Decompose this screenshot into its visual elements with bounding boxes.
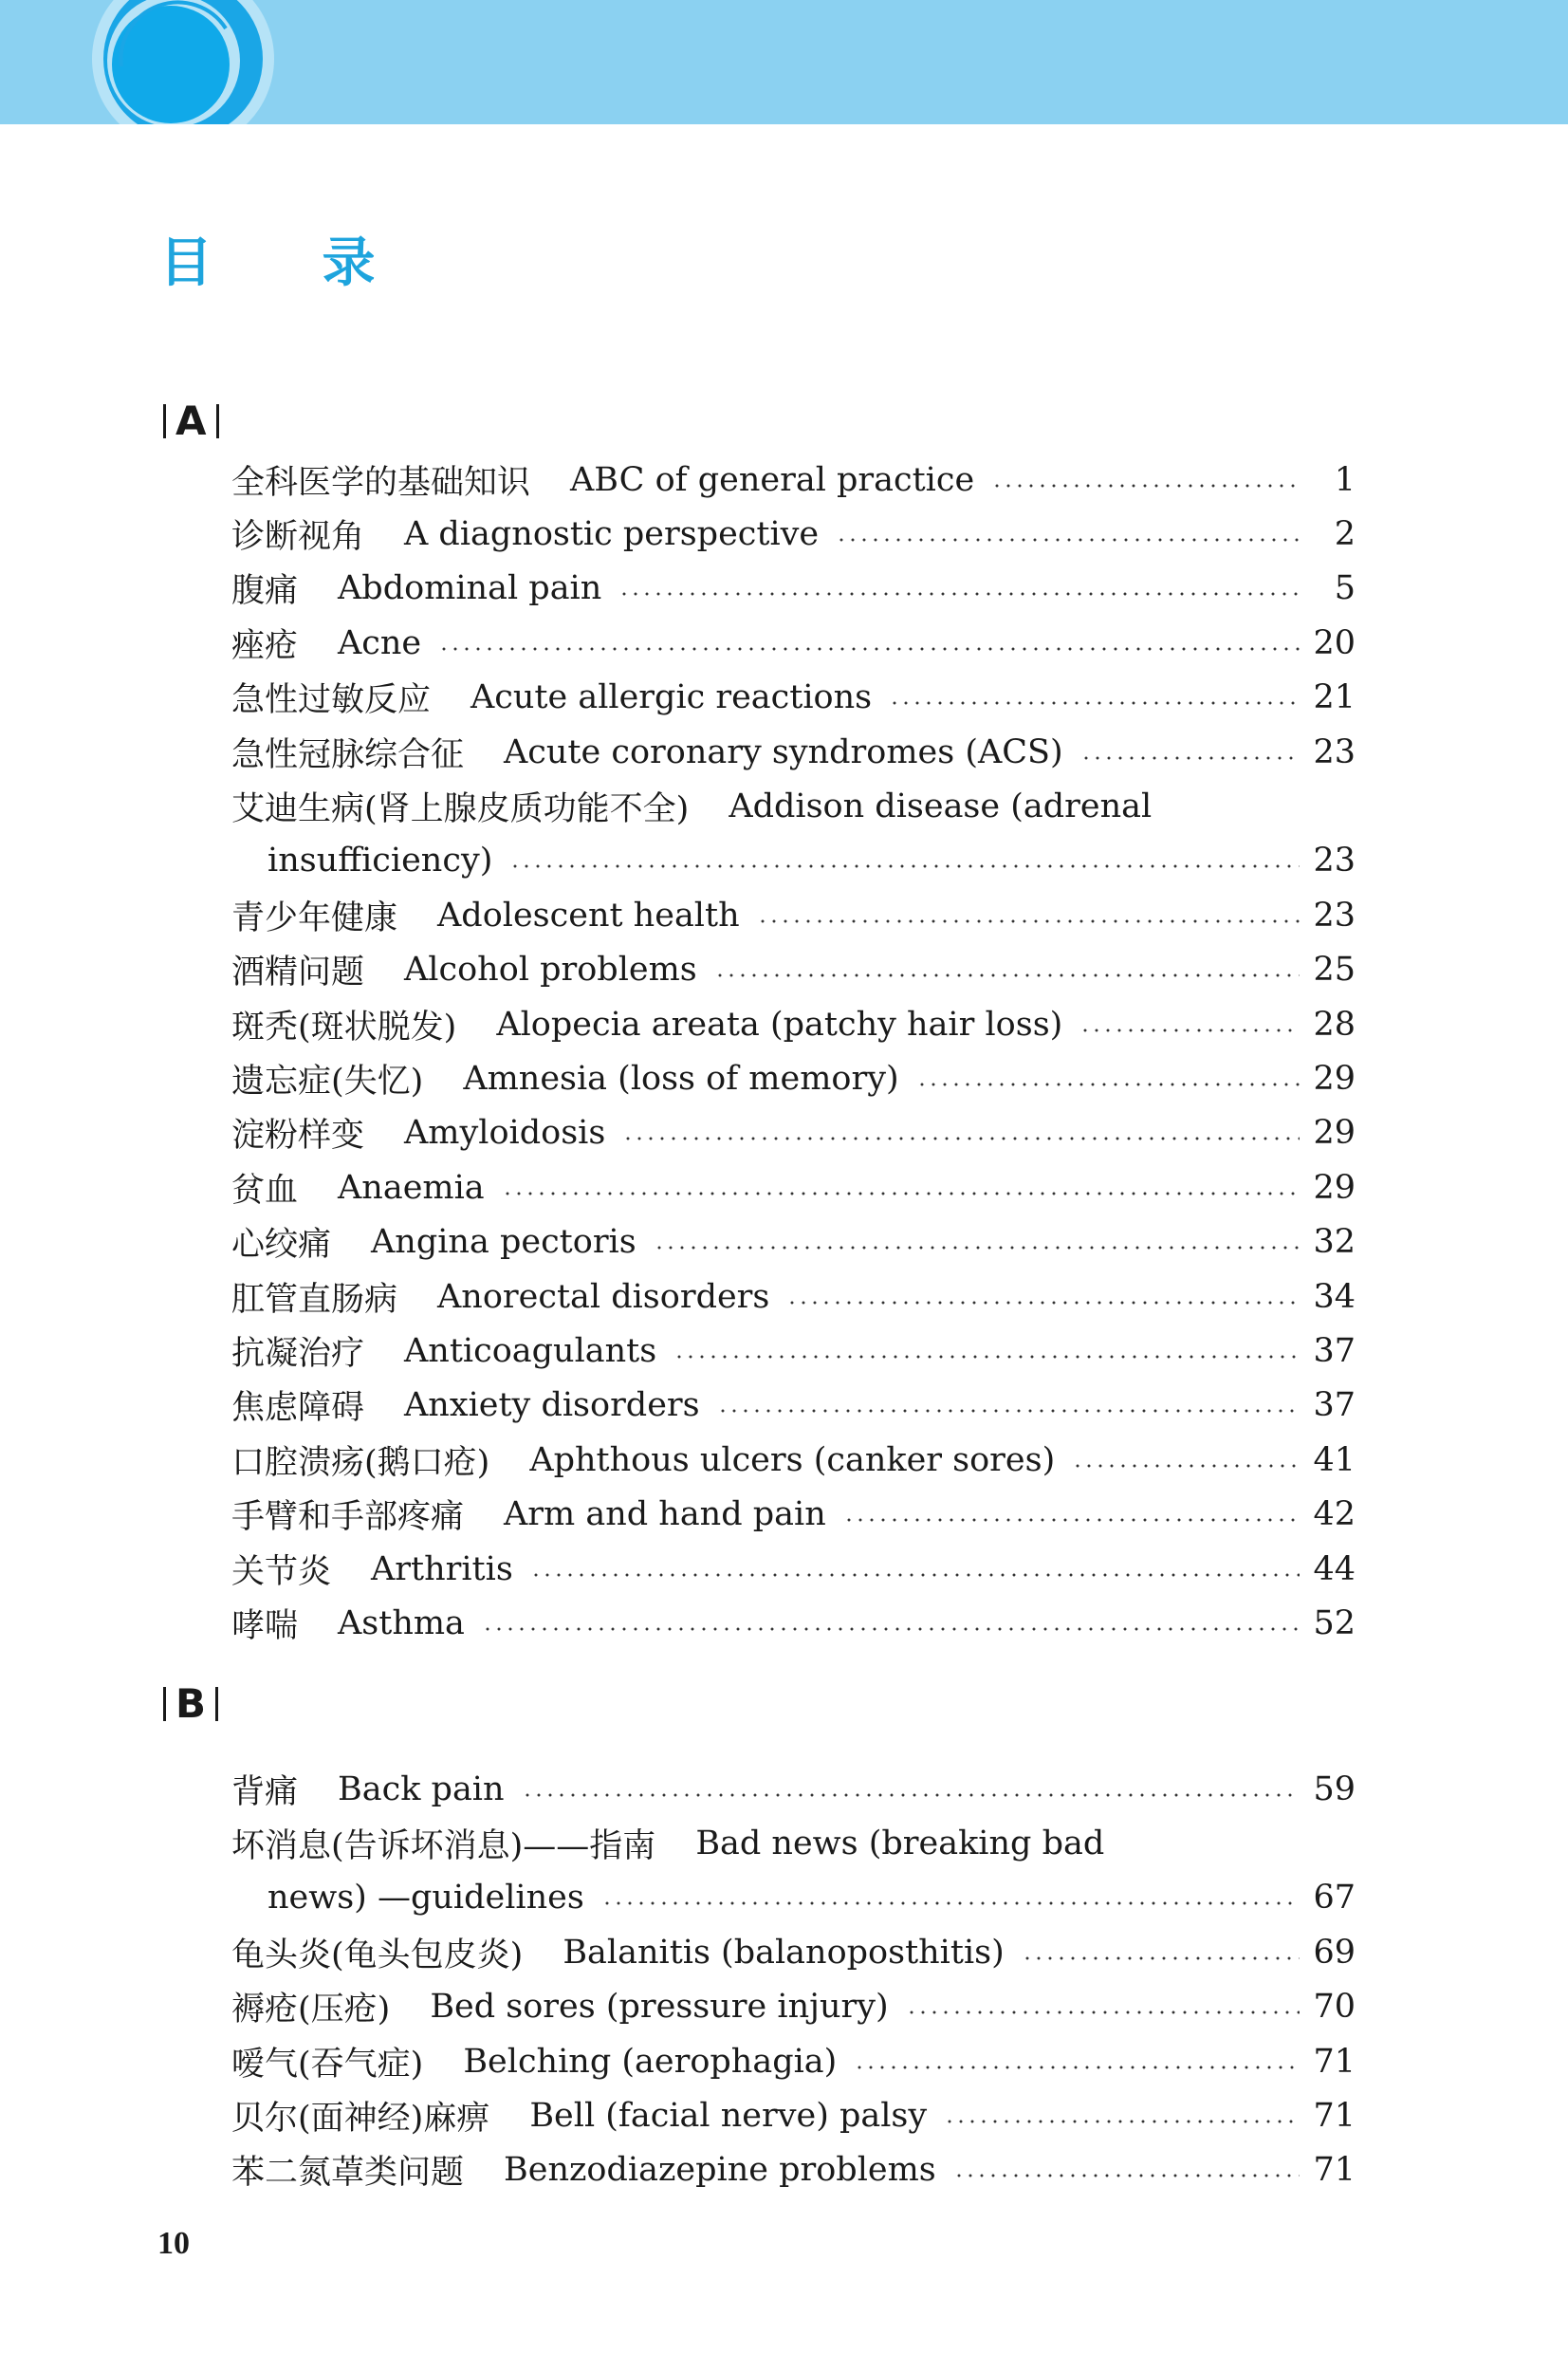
entry-title-zh: 抗凝治疗 [231, 1334, 365, 1373]
entry-title-zh: 艾迪生病(肾上腺皮质功能不全) [231, 790, 690, 829]
dot-leader [714, 973, 1301, 978]
entry-title-zh: 急性过敏反应 [231, 681, 432, 720]
entry-title-en: Acne [338, 623, 422, 662]
entry-page: 41 [1313, 1440, 1356, 1479]
entry-title-zh: 嗳气(吞气症) [231, 2045, 424, 2084]
dot-leader [1022, 1955, 1301, 1961]
toc-entry[interactable] [231, 507, 1356, 561]
entry-title-zh: 心绞痛 [231, 1226, 332, 1265]
entry-title-en: Abdominal pain [338, 569, 602, 608]
entry-title-zh: 哮喘 [231, 1606, 299, 1645]
entry-title-en: Angina pectoris [371, 1223, 636, 1262]
section-heading-b [163, 1680, 218, 1727]
entry-page: 70 [1313, 1988, 1356, 2027]
entry-title-en: A diagnostic perspective [404, 515, 820, 554]
toc-entry[interactable] [231, 1160, 1356, 1214]
entry-title-zh: 贝尔(面神经)麻痹 [231, 2100, 490, 2139]
toc-entry[interactable] [231, 1433, 1356, 1487]
entry-title-zh: 贫血 [231, 1171, 299, 1210]
entry-title-en: Bad news (breaking bad [695, 1825, 1105, 1863]
toc-entry[interactable] [231, 2088, 1356, 2142]
toc-entry[interactable] [231, 453, 1356, 507]
entry-page: 71 [1313, 2097, 1356, 2136]
entry-title-en: Alcohol problems [404, 951, 697, 990]
dot-leader [953, 2173, 1301, 2178]
entry-title-zh: 淀粉样变 [231, 1117, 365, 1156]
entry-page: 69 [1313, 1933, 1356, 1972]
section-letter: B [175, 1680, 207, 1727]
toc-entry[interactable] [231, 671, 1356, 725]
toc-entry[interactable] [231, 1106, 1356, 1160]
entry-page: 29 [1313, 1168, 1356, 1207]
dot-leader [991, 483, 1302, 489]
entry-title-zh: 褥疮(压疮) [231, 1991, 391, 2029]
entry-title-en: Amnesia (loss of memory) [463, 1060, 899, 1098]
entry-title-en: Arthritis [371, 1549, 513, 1588]
section-bar-left [163, 1687, 166, 1721]
toc-entry[interactable] [231, 997, 1356, 1051]
entry-title-en-cont: news) —guidelines [267, 1879, 584, 1918]
toc-entry[interactable] [231, 1596, 1356, 1650]
entry-title-en: Anticoagulants [404, 1331, 657, 1370]
dot-leader [717, 1408, 1301, 1414]
entry-page: 44 [1313, 1549, 1356, 1588]
entry-title-en: Arm and hand pain [504, 1495, 826, 1534]
toc-entry[interactable] [231, 1925, 1356, 1979]
entry-title-en: ABC of general practice [570, 460, 975, 499]
entry-title-en: Addison disease (adrenal [729, 787, 1153, 826]
dot-leader [916, 1082, 1301, 1087]
entry-page: 23 [1313, 842, 1356, 880]
dot-leader [889, 700, 1300, 706]
entry-title-en-cont: insufficiency) [267, 842, 493, 880]
toc-entry[interactable] [231, 2034, 1356, 2088]
dot-leader [1080, 755, 1301, 761]
toc-entry[interactable] [231, 1980, 1356, 2034]
dot-leader [836, 537, 1302, 543]
entry-title-en: Adolescent health [437, 896, 740, 935]
entry-title-zh: 痤疮 [231, 626, 299, 665]
entry-page: 23 [1313, 732, 1356, 771]
entry-title-en: Acute coronary syndromes (ACS) [504, 732, 1063, 771]
circle-logo-icon [83, 0, 283, 124]
toc-entry[interactable] [231, 888, 1356, 942]
entry-title-en: Bell (facial nerve) palsy [529, 2097, 928, 2136]
entry-page: 71 [1313, 2042, 1356, 2081]
toc-entry[interactable] [231, 779, 1356, 888]
entry-title-en: Bed sores (pressure injury) [430, 1988, 889, 2027]
toc-entry[interactable] [231, 616, 1356, 670]
entry-title-en: Belching (aerophagia) [463, 2042, 838, 2081]
entry-title-zh: 坏消息(告诉坏消息)——指南 [231, 1827, 656, 1866]
toc-entry[interactable] [231, 1487, 1356, 1541]
entry-page: 37 [1313, 1331, 1356, 1370]
entry-title-zh: 酒精问题 [231, 954, 365, 992]
entry-title-en: Asthma [338, 1603, 465, 1642]
section-a-entries [231, 453, 1356, 1651]
dot-leader [757, 918, 1301, 924]
toc-entry[interactable] [231, 725, 1356, 779]
toc-entry[interactable] [231, 1214, 1356, 1269]
entry-title-en: Amyloidosis [404, 1114, 606, 1153]
entry-page: 1 [1334, 460, 1356, 499]
toc-entry[interactable] [231, 1379, 1356, 1433]
dot-leader [618, 591, 1302, 597]
dot-leader [438, 646, 1300, 652]
section-bar-right [215, 1687, 218, 1721]
entry-title-en: Alopecia areata (patchy hair loss) [496, 1005, 1063, 1044]
toc-entry[interactable] [231, 1762, 1356, 1816]
dot-leader [1072, 1463, 1300, 1469]
entry-page: 59 [1313, 1769, 1356, 1808]
dot-leader [944, 2119, 1300, 2124]
entry-title-zh: 急性冠脉综合征 [231, 735, 465, 774]
dot-leader [622, 1136, 1300, 1141]
toc-entry[interactable] [231, 1051, 1356, 1105]
entry-title-zh: 腹痛 [231, 572, 299, 611]
entry-title-zh: 诊断视角 [231, 518, 365, 557]
entry-title-zh: 背痛 [231, 1772, 299, 1811]
entry-title-zh: 斑秃(斑状脱发) [231, 1008, 457, 1047]
toc-entry[interactable] [231, 1269, 1356, 1324]
section-bar-right [216, 404, 219, 438]
toc-entry[interactable] [231, 1816, 1356, 1925]
entry-page: 42 [1313, 1495, 1356, 1534]
entry-page: 23 [1313, 896, 1356, 935]
entry-page: 20 [1313, 623, 1356, 662]
entry-page: 29 [1313, 1114, 1356, 1153]
toc-entry[interactable] [231, 562, 1356, 616]
entry-page: 52 [1313, 1603, 1356, 1642]
dot-leader [502, 1191, 1301, 1196]
entry-page: 25 [1313, 951, 1356, 990]
section-b-entries [231, 1762, 1356, 2197]
entry-title-zh: 全科医学的基础知识 [231, 463, 531, 502]
entry-title-en: Anxiety disorders [404, 1386, 700, 1425]
entry-page: 32 [1313, 1223, 1356, 1262]
entry-page: 28 [1313, 1005, 1356, 1044]
dot-leader [654, 1245, 1301, 1251]
entry-title-en: Anaemia [338, 1168, 485, 1207]
dot-leader [601, 1900, 1301, 1906]
toc-entry[interactable] [231, 943, 1356, 997]
entry-title-zh: 口腔溃疡(鹅口疮) [231, 1443, 490, 1482]
entry-title-zh: 青少年健康 [231, 899, 398, 937]
dot-leader [509, 863, 1300, 869]
dot-leader [530, 1572, 1301, 1578]
dot-leader [854, 2065, 1300, 2070]
entry-page: 34 [1313, 1277, 1356, 1316]
toc-entry[interactable] [231, 2143, 1356, 2197]
section-bar-left [163, 404, 166, 438]
entry-title-zh: 龟头炎(龟头包皮炎) [231, 1936, 524, 1974]
dot-leader [786, 1300, 1300, 1306]
dot-leader [843, 1517, 1301, 1523]
entry-page: 67 [1313, 1879, 1356, 1918]
section-letter: A [175, 398, 207, 444]
entry-title-en: Back pain [338, 1769, 505, 1808]
entry-title-zh: 手臂和手部疼痛 [231, 1498, 465, 1537]
section-heading-a [163, 398, 219, 444]
page-title: 目 录 [159, 232, 421, 294]
entry-page: 2 [1334, 515, 1356, 554]
toc-entry[interactable] [231, 1324, 1356, 1378]
dot-leader [1079, 1028, 1300, 1033]
entry-title-zh: 苯二氮䓬类问题 [231, 2154, 465, 2193]
entry-page: 5 [1334, 569, 1356, 608]
dot-leader [906, 2010, 1301, 2015]
entry-title-en: Balanitis (balanoposthitis) [563, 1933, 1005, 1972]
entry-page: 71 [1313, 2151, 1356, 2190]
entry-title-en: Aphthous ulcers (canker sores) [529, 1440, 1056, 1479]
entry-title-zh: 肛管直肠病 [231, 1280, 398, 1319]
entry-title-en: Acute allergic reactions [470, 678, 873, 717]
dot-leader [522, 1792, 1301, 1798]
page-number: 10 [157, 2226, 190, 2261]
entry-title-en: Benzodiazepine problems [504, 2151, 936, 2190]
entry-title-zh: 焦虑障碍 [231, 1389, 365, 1428]
toc-entry[interactable] [231, 1542, 1356, 1596]
entry-page: 21 [1313, 678, 1356, 717]
entry-title-en: Anorectal disorders [437, 1277, 770, 1316]
entry-page: 37 [1313, 1386, 1356, 1425]
entry-page: 29 [1313, 1060, 1356, 1098]
entry-title-zh: 关节炎 [231, 1552, 332, 1591]
dot-leader [482, 1626, 1301, 1632]
entry-title-zh: 遗忘症(失忆) [231, 1063, 424, 1101]
dot-leader [673, 1354, 1300, 1360]
